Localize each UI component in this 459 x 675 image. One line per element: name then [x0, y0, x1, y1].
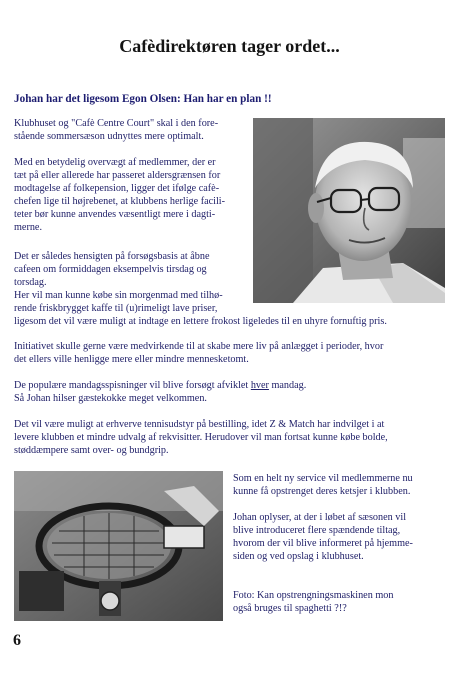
text-line: Så Johan hilser gæstekokke meget velkommen. [14, 393, 207, 404]
paragraph-stringing-service [233, 472, 413, 498]
text-line: også bruges til spaghetti ?!? [233, 603, 347, 614]
text-line: torsdag. [14, 277, 47, 288]
text-line: kunne få opstrenget deres ketsjer i klubben. [233, 486, 411, 497]
text-line: Det er således hensigten på forsøgsbasis at åbne [14, 251, 210, 262]
text-line: merne. [14, 222, 43, 233]
text-line: siden og ved opslag i klubhuset. [233, 551, 364, 562]
text-line: Som en helt ny service vil medlemmerne nu [233, 473, 413, 484]
text-line: Johan oplyser, at der i løbet af sæsonen vil [233, 512, 407, 523]
text-line: Med en betydelig overvægt af medlemmer, der er [14, 157, 216, 168]
paragraph-initiative [14, 340, 383, 366]
text-line: Foto: Kan opstrengningsmaskinen mon [233, 590, 394, 601]
text-line: stående sommersæson udnyttes mere optimalt. [14, 131, 204, 142]
text-line: blive introduceret flere spændende tiltag, [233, 525, 401, 536]
paragraph-monday-dinners [14, 379, 306, 405]
portrait-photo [253, 118, 445, 303]
text-line: ligesom det vil være muligt at indtage en lettere frokost ligeledes til en uhyre fornuftig pris. [14, 316, 387, 327]
text-line: chefen lige til højrebenet, at klubbens herlige facili- [14, 196, 226, 207]
paragraph-seniors [14, 156, 225, 234]
text-line [14, 379, 306, 392]
text-line: Det vil være muligt at erhverve tennisudstyr på bestilling, idet Z & Match har indvilget i at [14, 419, 385, 430]
paragraph-intro [14, 117, 218, 143]
text-line: modtagelse af folkepension, ligger det ifølge cafè- [14, 183, 220, 194]
text-line: rende friskbrygget kaffe til (u)rimeligt lave priser, [14, 303, 218, 314]
paragraph-upcoming [233, 511, 413, 563]
text-fragment: mandag. [268, 380, 307, 391]
stringing-machine-illustration [14, 471, 223, 621]
text-line: tæt på eller allerede har passeret aldersgrænsen for [14, 170, 221, 181]
text-line: cafeen om formiddagen eksempelvis tirsdag og [14, 264, 207, 275]
photo-caption [233, 589, 393, 615]
text-line: støddæmpere samt over- og bundgrip. [14, 445, 169, 456]
stringing-machine-photo [14, 471, 223, 621]
text-line: Initiativet skulle gerne være medvirkende til at skabe mere liv på anlægget i perioder, hvor [14, 341, 384, 352]
text-fragment: De populære mandagsspisninger vil blive forsøgt afviklet [14, 380, 251, 391]
paragraph-equipment [14, 418, 388, 457]
text-line: levere klubben et mindre udvalg af rekvisitter. Herudover vil man fortsat kunne købe bolde, [14, 432, 388, 443]
page-number: 6 [13, 632, 21, 649]
text-line: det ellers ville henligge mere eller mindre mennesketomt. [14, 354, 249, 365]
text-line: Her vil man kunne købe sin morgenmad med tilhø- [14, 290, 223, 301]
text-line: teter bør kunne anvendes væsentligt mere i dagti- [14, 209, 216, 220]
portrait-illustration [253, 118, 445, 303]
emphasis-text: hver [250, 380, 269, 391]
text-line: Klubhuset og "Cafè Centre Court" skal i den fore- [14, 118, 219, 129]
text-line: hvorom der vil blive informeret på hjemme- [233, 538, 413, 549]
page-title: Cafèdirektøren tager ordet... [119, 36, 340, 56]
article-subheading: Johan har det ligesom Egon Olsen: Han har en plan !! [14, 93, 272, 105]
